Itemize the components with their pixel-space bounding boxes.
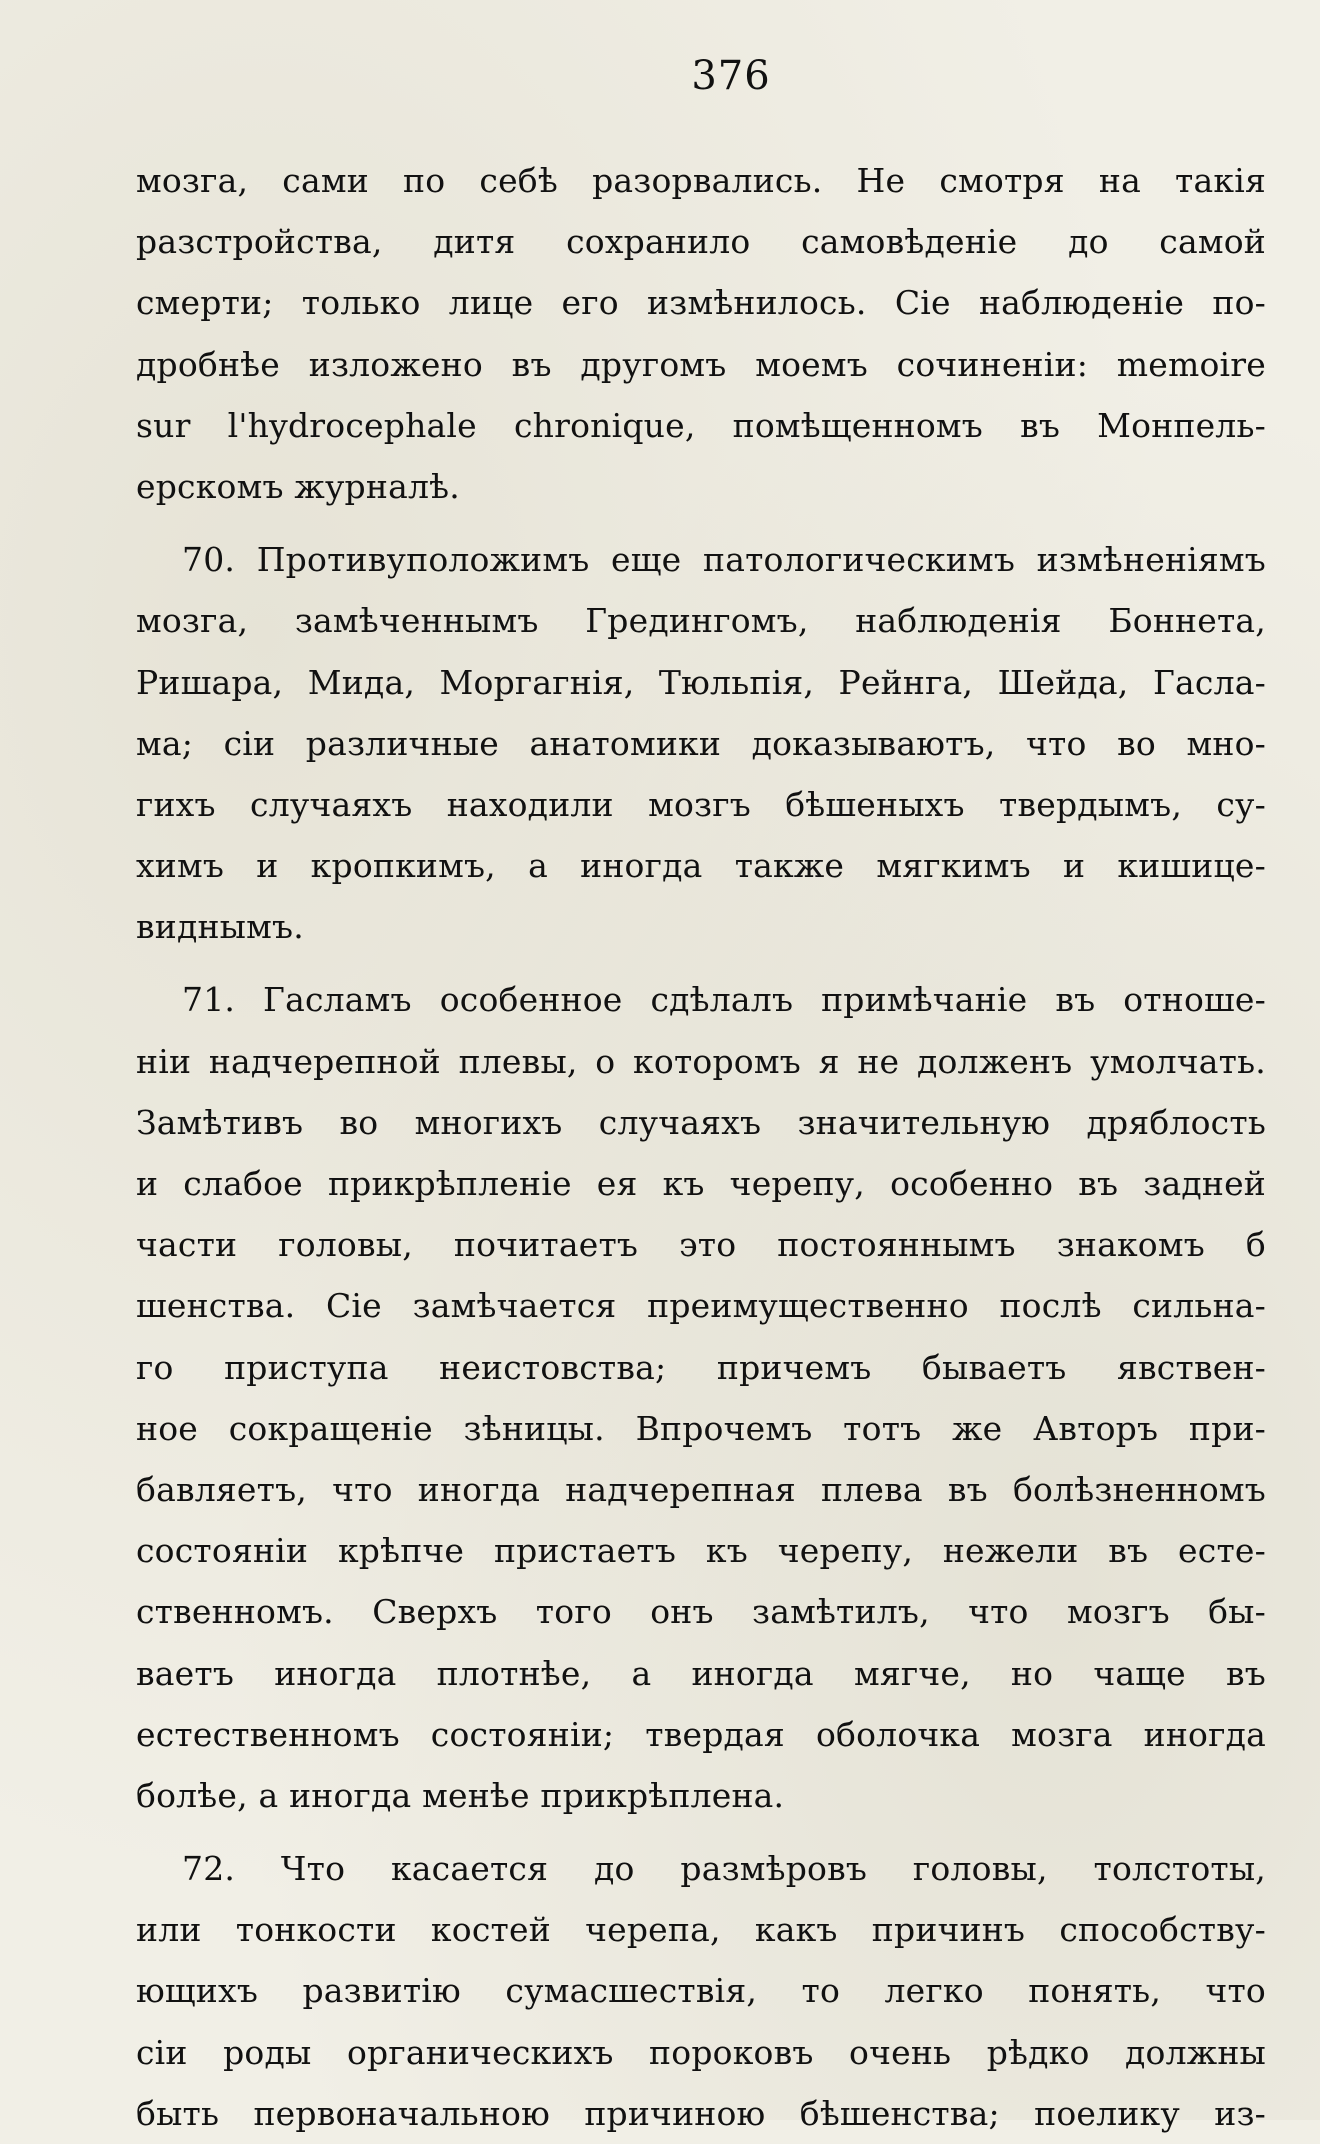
text-line: ственномъ. Сверхъ того онъ замѣтилъ, что мозгъ бы- bbox=[136, 1592, 1266, 1632]
text-line: гихъ случаяхъ находили мозгъ бѣшеныхъ твердымъ, су- bbox=[136, 784, 1266, 824]
text-line: мозга, сами по себѣ разорвались. Не смотря на такія bbox=[136, 161, 1266, 200]
text-line: ваетъ иногда плотнѣе, а иногда мягче, но чаще въ bbox=[136, 1653, 1266, 1693]
paragraph-70 bbox=[136, 529, 1266, 957]
text-line: ющихъ развитію сумасшествія, то легко понять, что bbox=[136, 1971, 1266, 2011]
text-line: естественномъ состояніи; твердая оболочка мозга иногда bbox=[136, 1714, 1266, 1754]
paragraph-71 bbox=[136, 969, 1266, 1826]
text-line: Замѣтивъ во многихъ случаяхъ значительную дряблость bbox=[136, 1102, 1266, 1142]
text-line: 71. Гасламъ особенное сдѣлалъ примѣчаніе въ отноше- bbox=[182, 980, 1266, 1020]
text-line: ніи надчерепной плевы, о которомъ я не долженъ умолчать. bbox=[136, 1041, 1266, 1081]
text-line: смерти; только лице его измѣнилось. Сіе наблюденіе по- bbox=[136, 283, 1266, 323]
text-line: части головы, почитаетъ это постояннымъ знакомъ б bbox=[136, 1225, 1266, 1265]
text-line: химъ и кропкимъ, а иногда также мягкимъ и кишице- bbox=[136, 846, 1266, 886]
text-line: ное сокращеніе зѣницы. Впрочемъ тотъ же Авторъ при- bbox=[136, 1408, 1266, 1448]
text-line: или тонкости костей черепа, какъ причинъ способству- bbox=[136, 1910, 1266, 1950]
text-line: шенства. Сіе замѣчается преимущественно послѣ сильна- bbox=[136, 1286, 1266, 1326]
text-line: мозга, замѣченнымъ Гредингомъ, наблюденія Боннета, bbox=[136, 601, 1266, 641]
text-line: сіи роды органическихъ пороковъ очень рѣдко должны bbox=[136, 2032, 1266, 2072]
text-line: и слабое прикрѣпленіе ея къ черепу, особенно въ задней bbox=[136, 1164, 1266, 1203]
paragraph-continued bbox=[136, 150, 1266, 517]
text-line: виднымъ. bbox=[136, 907, 304, 947]
text-line: разстройства, дитя сохранило самовѣденіе до самой bbox=[136, 222, 1266, 262]
text-line: sur l'hydrocephale chronique, помѣщенномъ въ Монпель- bbox=[136, 405, 1266, 445]
text-line: болѣе, а иногда менѣе прикрѣплена. bbox=[136, 1775, 785, 1815]
text-line: 72. Что касается до размѣровъ головы, толстоты, bbox=[182, 1849, 1266, 1889]
text-line: состояніи крѣпче пристаетъ къ черепу, нежели въ есте- bbox=[136, 1531, 1266, 1571]
text-line: ерскомъ журналѣ. bbox=[136, 466, 460, 506]
text-line: го приступа неистовства; причемъ бываетъ явствен- bbox=[136, 1347, 1266, 1387]
text-line: 70. Противуположимъ еще патологическимъ измѣненіямъ bbox=[182, 540, 1266, 580]
page-number: 376 bbox=[691, 53, 771, 99]
text-line: Ришара, Мида, Моргагнія, Тюльпія, Рейнга, Шейда, Гасла- bbox=[136, 662, 1266, 702]
text-line: бавляетъ, что иногда надчерепная плева въ болѣзненномъ bbox=[136, 1469, 1266, 1509]
paragraph-72 bbox=[136, 1838, 1266, 2144]
text-line: ма; сіи различные анатомики доказываютъ, что во мно- bbox=[136, 723, 1266, 763]
text-line: быть первоначальною причиною бѣшенства; поелику из- bbox=[136, 2093, 1266, 2133]
text-line: дробнѣе изложено въ другомъ моемъ сочиненіи: memoire bbox=[136, 344, 1266, 384]
